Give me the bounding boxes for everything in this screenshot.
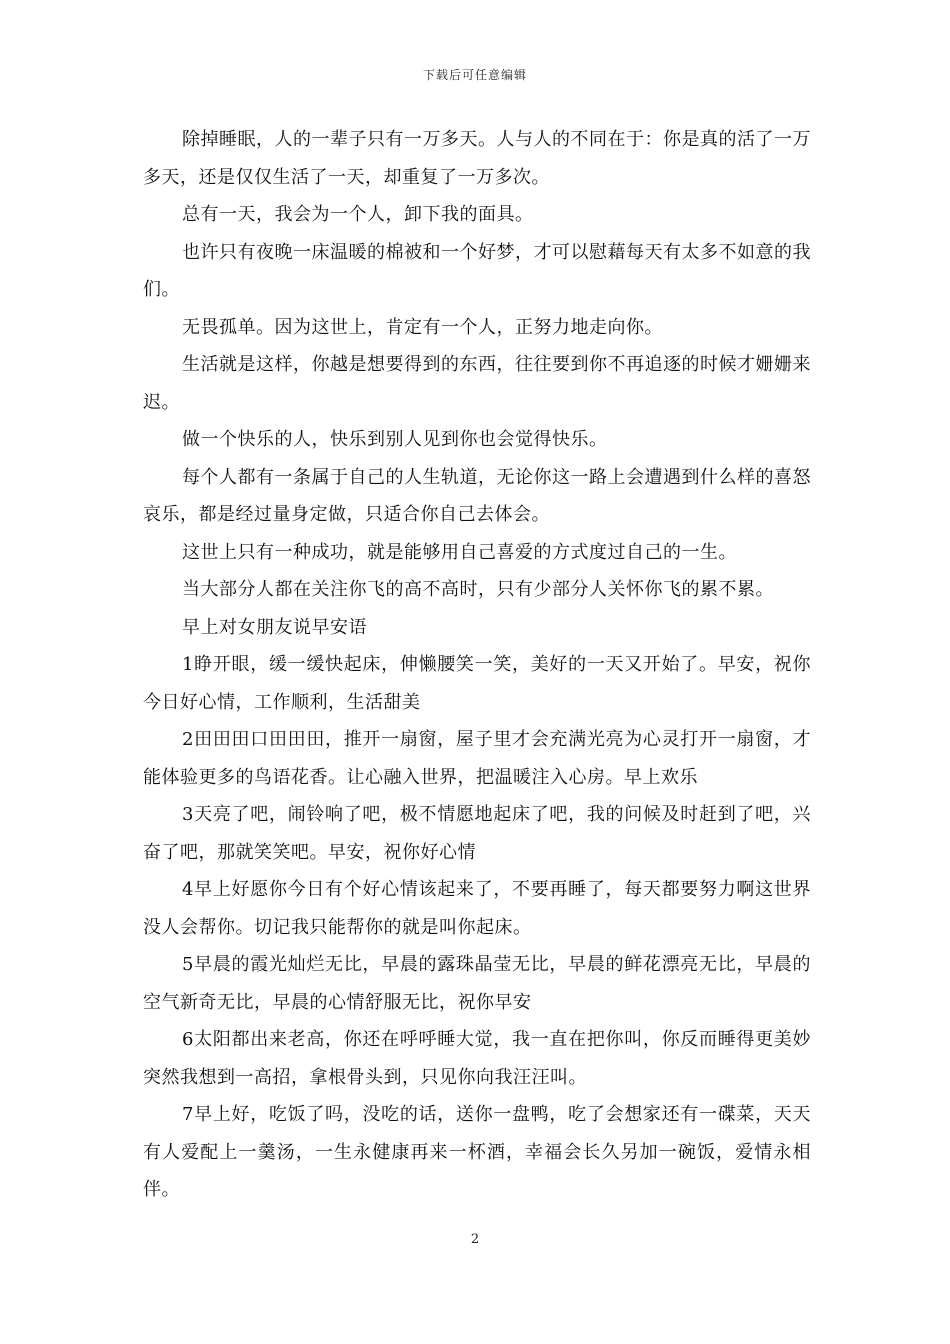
paragraph: 无畏孤单。因为这世上，肯定有一个人，正努力地走向你。	[182, 316, 663, 338]
body-text	[143, 121, 811, 1209]
paragraph: 总有一天，我会为一个人，卸下我的面具。	[182, 204, 534, 225]
list-item: 7早上好，吃饭了吗，没吃的话，送你一盘鸭，吃了会想家还有一碟菜，天天有人爱配上一羹汤，一生永健康再来一杯酒，幸福会长久另加一碗饭，爱情永相伴。	[143, 1104, 811, 1200]
list-item: 3天亮了吧，闹铃响了吧，极不情愿地起床了吧，我的问候及时赶到了吧，兴奋了吧，那就笑笑吧。早安，祝你好心情	[143, 804, 811, 863]
list-item: 2田田田口田田田，推开一扇窗，屋子里才会充满光亮为心灵打开一扇窗，才能体验更多的鸟语花香。让心融入世界，把温暖注入心房。早上欢乐	[143, 729, 811, 788]
list-item: 1睁开眼，缓一缓快起床，伸懒腰笑一笑，美好的一天又开始了。早安，祝你今日好心情，工作顺利，生活甜美	[143, 654, 811, 713]
page-number: 2	[470, 1232, 480, 1247]
paragraph: 也许只有夜晚一床温暖的棉被和一个好梦，才可以慰藉每天有太多不如意的我们。	[143, 241, 811, 300]
paragraph: 这世上只有一种成功，就是能够用自己喜爱的方式度过自己的一生。	[182, 541, 737, 563]
paragraph: 生活就是这样，你越是想要得到的东西，往往要到你不再追逐的时候才姗姗来迟。	[143, 354, 811, 413]
list-item: 4早上好愿你今日有个好心情该起来了，不要再睡了，每天都要努力啊这世界没人会帮你。切记我只能帮你的就是叫你起床。	[143, 879, 811, 938]
list-item: 6太阳都出来老高，你还在呼呼睡大觉，我一直在把你叫，你反而睡得更美妙突然我想到一高招，拿根骨头到，只见你向我汪汪叫。	[143, 1029, 811, 1088]
paragraph: 每个人都有一条属于自己的人生轨道，无论你这一路上会遭遇到什么样的喜怒哀乐，都是经过量身定做，只适合你自己去体会。	[143, 466, 811, 525]
paragraph: 当大部分人都在关注你飞的高不高时，只有少部分人关怀你飞的累不累。	[182, 579, 774, 600]
paragraph: 除掉睡眠，人的一辈子只有一万多天。人与人的不同在于：你是真的活了一万多天，还是仅仅生活了一天，却重复了一万多次。	[143, 129, 811, 188]
list-item: 5早晨的霞光灿烂无比，早晨的露珠晶莹无比，早晨的鲜花漂亮无比，早晨的空气新奇无比，早晨的心情舒服无比，祝你早安	[143, 954, 811, 1013]
section-heading: 早上对女朋友说早安语	[182, 616, 367, 638]
page-header: 下载后可任意编辑	[422, 68, 527, 82]
paragraph: 做一个快乐的人，快乐到别人见到你也会觉得快乐。	[182, 429, 608, 450]
